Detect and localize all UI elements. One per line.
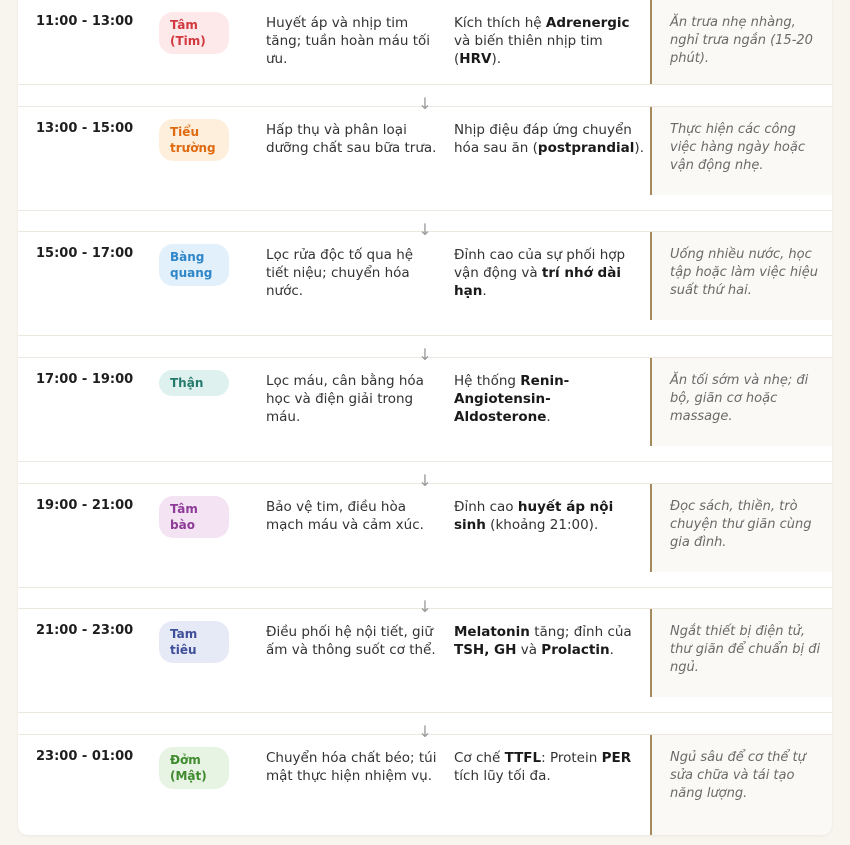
down-arrow-icon: ↓ [18,587,832,625]
time-range: 19:00 - 21:00 [36,498,134,513]
science-text: Nhịp điệu đáp ứng chuyển hóa sau ăn ( [454,122,632,156]
science-term: Renin-Angiotensin-Aldosterone [454,373,570,425]
time-range: 21:00 - 23:00 [36,623,134,638]
science-term: TTFL [504,750,542,766]
organ-name-line1: Tam [170,627,198,641]
science-term: trí nhớ dài hạn [454,265,621,299]
down-arrow-icon: ↓ [18,335,832,373]
science-text: : Protein [541,750,602,766]
science-text: . [609,642,614,658]
science-term: postprandial [537,140,635,156]
science-text: và biến thiên nhịp tim ( [454,33,603,67]
science-term: huyết áp nội sinh [454,499,614,533]
science-note [454,498,644,534]
lifestyle-advice: Ăn trưa nhẹ nhàng, nghỉ trưa ngắn (15-20 phút). [650,0,832,84]
science-text: tăng; đỉnh của [529,624,632,640]
organ-function: Điều phối hệ nội tiết, giữ ấm và thông suốt cơ thể. [266,624,436,658]
organ-name-line2: (Tim) [170,34,206,48]
organ-function: Huyết áp và nhịp tim tăng; tuần hoàn máu tối ưu. [266,15,431,67]
lifestyle-advice: Uống nhiều nước, học tập hoặc làm việc hiệu suất thứ hai. [650,232,832,320]
lifestyle-advice: Ngủ sâu để cơ thể tự sửa chữa và tái tạo năng lượng. [650,735,832,835]
time-range: 15:00 - 17:00 [36,246,134,261]
science-note [454,749,644,785]
table-row [18,0,832,84]
down-arrow-icon: ↓ [18,712,832,750]
organ-function: Bảo vệ tim, điều hòa mạch máu và cảm xúc. [266,499,424,533]
science-note [454,623,644,659]
science-text: Kích thích hệ [454,15,546,31]
science-text: Đỉnh cao của sự phối hợp vận động và [454,247,626,281]
lifestyle-advice: Ngắt thiết bị điện tử, thư giãn để chuẩn bị đi ngủ. [650,609,832,697]
science-term: Melatonin [454,624,530,640]
organ-badge [159,370,229,396]
science-term: TSH, GH [454,642,517,658]
science-note [454,121,644,157]
organ-badge [159,12,229,54]
science-text: Cơ chế [454,750,505,766]
science-text: tích lũy tối đa. [454,768,551,784]
science-text: . [546,409,551,425]
science-text: ). [491,51,501,67]
organ-name-line2: (Mật) [170,769,207,783]
science-term: PER [601,750,632,766]
organ-function: Lọc rửa độc tố qua hệ tiết niệu; chuyển hóa nước. [266,247,414,299]
lifestyle-advice: Đọc sách, thiền, trò chuyện thư giãn cùng gia đình. [650,484,832,572]
science-term: HRV [459,51,492,67]
down-arrow-icon: ↓ [18,461,832,499]
organ-badge [159,244,229,286]
science-text: Hệ thống [454,373,521,389]
science-term: Prolactin [541,642,610,658]
lifestyle-advice: Ăn tối sớm và nhẹ; đi bộ, giãn cơ hoặc massage. [650,358,832,446]
organ-badge [159,496,229,538]
organ-badge [159,119,229,161]
science-text: và [516,642,542,658]
organ-name-line2: bào [170,518,195,532]
science-text: (khoảng 21:00). [485,517,599,533]
organ-name-line1: Tâm [170,502,198,516]
organ-function: Chuyển hóa chất béo; túi mật thực hiện nhiệm vụ. [266,750,437,784]
time-range: 23:00 - 01:00 [36,749,134,764]
science-text: Đỉnh cao [454,499,518,515]
science-note [454,14,644,68]
organ-name-line1: Tiểu [170,125,199,139]
schedule-table [18,0,832,835]
organ-name-line1: Tâm [170,18,198,32]
organ-name-line2: quang [170,266,213,280]
organ-function: Hấp thụ và phân loại dưỡng chất sau bữa trưa. [266,122,437,156]
science-term: Adrenergic [545,15,630,31]
organ-badge [159,747,229,789]
organ-name-line2: trường [170,141,216,155]
time-range: 17:00 - 19:00 [36,372,134,387]
time-range: 11:00 - 13:00 [36,14,134,29]
science-text: . [482,283,487,299]
organ-name-line1: Đởm [170,753,201,767]
lifestyle-advice: Thực hiện các công việc hàng ngày hoặc vận động nhẹ. [650,107,832,195]
organ-function: Lọc máu, cân bằng hóa học và điện giải trong máu. [266,373,424,425]
science-note [454,372,644,426]
science-note [454,246,644,300]
down-arrow-icon: ↓ [18,210,832,248]
organ-name-line1: Bàng [170,250,205,264]
organ-name-line1: Thận [170,376,204,390]
organ-name-line2: tiêu [170,643,197,657]
science-text: ). [634,140,644,156]
down-arrow-icon: ↓ [18,84,832,122]
organ-badge [159,621,229,663]
time-range: 13:00 - 15:00 [36,121,134,136]
